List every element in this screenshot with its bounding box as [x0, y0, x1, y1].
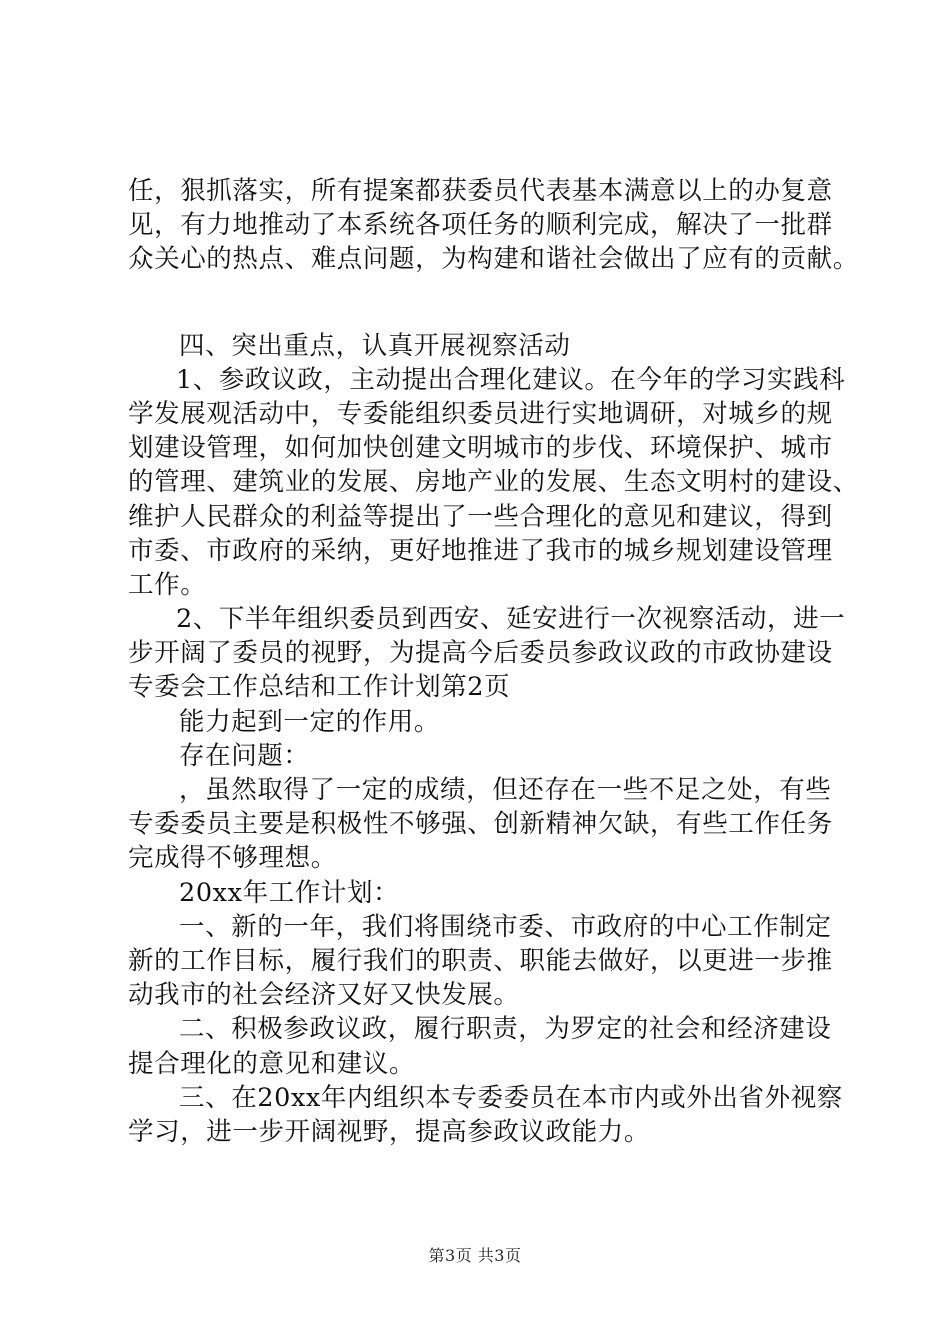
paragraph-line: 的管理、建筑业的发展、房地产业的发展、生态文明村的建设、: [128, 467, 859, 498]
paragraph-line: 众关心的热点、难点问题，为构建和谐社会做出了应有的贡献。: [128, 244, 859, 275]
paragraph-line: 市委、市政府的采纳，更好地推进了我市的城乡规划建设管理: [128, 535, 833, 566]
document-body: [128, 174, 858, 1149]
section-heading: 20xx年工作计划：: [179, 877, 400, 908]
paragraph-line: 划建设管理，如何加快创建文明城市的步伐、环境保护、城市: [128, 433, 833, 464]
paragraph-line: 专委会工作总结和工作计划第2页: [128, 672, 511, 703]
paragraph-line: 二、积极参政议政，履行职责，为罗定的社会和经济建设: [179, 1014, 832, 1045]
paragraph-line: 2、下半年组织委员到西安、延安进行一次视察活动，进一: [176, 604, 846, 635]
paragraph-line: 三、在20xx年内组织本专委委员在本市内或外出省外视察: [179, 1082, 843, 1113]
paragraph-line: 1、参政议政，主动提出合理化建议。在今年的学习实践科: [176, 364, 846, 395]
paragraph-line: 动我市的社会经济又好又快发展。: [128, 980, 520, 1011]
paragraph-line: 维护人民群众的利益等提出了一些合理化的意见和建议，得到: [128, 501, 833, 532]
paragraph-line: 步开阔了委员的视野，为提高今后委员参政议政的市政协建设: [128, 638, 833, 669]
section-heading: 存在问题：: [179, 740, 310, 771]
paragraph-line: 学发展观活动中，专委能组织委员进行实地调研，对城乡的规: [128, 398, 833, 429]
paragraph-line: 一、新的一年，我们将围绕市委、市政府的中心工作制定: [179, 911, 832, 942]
paragraph-line: 能力起到一定的作用。: [179, 706, 441, 737]
page-footer: 第3页 共3页: [428, 1246, 522, 1265]
paragraph-line: 提合理化的意见和建议。: [128, 1048, 416, 1079]
paragraph-line: 专委委员主要是积极性不够强、创新精神欠缺，有些工作任务: [128, 809, 833, 840]
paragraph-line: 学习，进一步开阔视野，提高参政议政能力。: [128, 1116, 651, 1147]
paragraph-gap: [128, 277, 858, 329]
paragraph-line: 任，狠抓落实，所有提案都获委员代表基本满意以上的办复意: [128, 176, 833, 206]
paragraph-line: 工作。: [128, 569, 207, 600]
paragraph-line: ，虽然取得了一定的成绩，但还存在一些不足之处，有些: [179, 775, 832, 805]
paragraph-line: 新的工作目标，履行我们的职责、职能去做好，以更进一步推: [128, 945, 833, 976]
section-heading: 四、突出重点，认真开展视察活动: [179, 330, 571, 361]
paragraph-line: 完成得不够理想。: [128, 843, 337, 874]
paragraph-line: 见，有力地推动了本系统各项任务的顺利完成，解决了一批群: [128, 210, 833, 241]
